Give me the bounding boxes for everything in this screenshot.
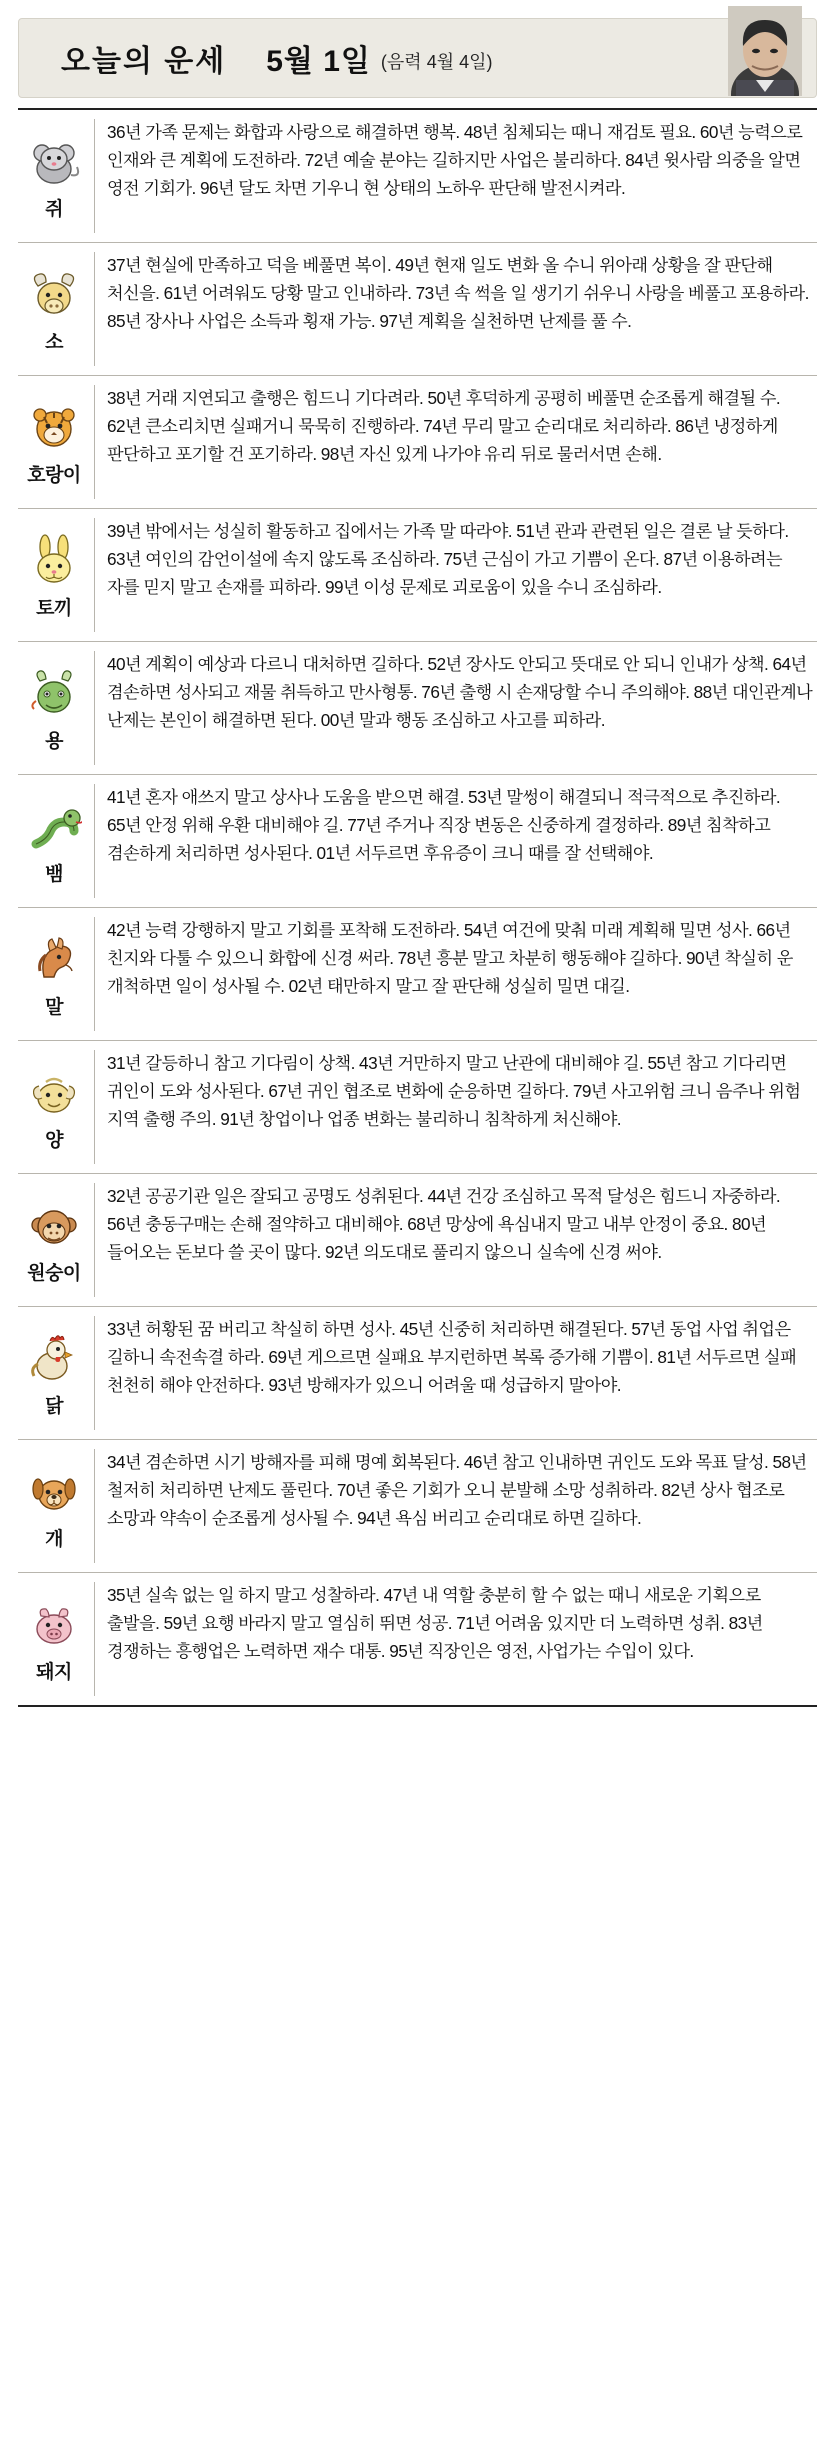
horse-icon (26, 931, 82, 987)
zodiac-sign-cell (18, 1314, 90, 1432)
fortune-text: 36년 가족 문제는 화합과 사랑으로 해결하면 행복. 48년 침체되는 때니 재검토 필요. 60년 능력으로 인재와 큰 계획에 도전하라. 72년 예술 분야는 길하지만 사업은 불리하다. 84년 윗사람 의중을 알면 영전 기회가. 96년 달도 차면 기우니 현 상태의 노하우 판단해 발전시켜라. (107, 122, 803, 198)
row-divider (94, 119, 95, 233)
dragon-icon (26, 665, 82, 721)
zodiac-sign-cell (18, 383, 90, 501)
table-row (18, 642, 817, 775)
table-row (18, 243, 817, 376)
zodiac-sign-cell (18, 782, 90, 900)
row-divider (94, 1582, 95, 1696)
row-divider (94, 784, 95, 898)
fortune-text: 42년 능력 강행하지 말고 기회를 포착해 도전하라. 54년 여건에 맞춰 미래 계획해 밀면 성사. 66년 친지와 다툴 수 있으니 화합에 신경 써라. 78년 흥분 말고 차분히 행동해야 길하다. 90년 착실히 운 개척하면 일이 성사될 수. 02년 태만하지 말고 잘 판단해 성실히 밀면 대길. (107, 920, 793, 996)
page-title: 오늘의 운세 (61, 45, 227, 78)
page-header (18, 18, 817, 98)
zodiac-table (18, 108, 817, 1707)
row-divider (94, 917, 95, 1031)
rooster-icon (26, 1330, 82, 1386)
row-divider (94, 1183, 95, 1297)
table-row (18, 1307, 817, 1440)
fortune-text: 41년 혼자 애쓰지 말고 상사나 도움을 받으면 해결. 53년 말썽이 해결되니 적극적으로 추진하라. 65년 안정 위해 우환 대비해야 길. 77년 주거나 직장 변동은 신중하게 결정하라. 89년 침착하고 겸손하게 처리하면 성사된다. 01년 서두르면 후유증이 크니 때를 잘 선택해야. (107, 787, 781, 863)
rabbit-icon (26, 532, 82, 588)
zodiac-sign-label: 뱀 (45, 864, 63, 885)
fortune-text: 38년 거래 지연되고 출행은 힘드니 기다려라. 50년 후덕하게 공평히 베풀면 순조롭게 해결될 수. 62년 큰소리치면 실패거니 묵묵히 진행하라. 74년 무리 말고 순리대로 처리하라. 86년 냉정하게 판단하고 포기할 건 포기하라. 98년 자신 있게 나가야 유리 뒤로 물러서면 손해. (107, 388, 781, 464)
zodiac-sign-cell (18, 516, 90, 634)
table-row (18, 908, 817, 1041)
zodiac-sign-label: 원숭이 (27, 1263, 81, 1284)
fortune-text: 37년 현실에 만족하고 덕을 베풀면 복이. 49년 현재 일도 변화 올 수니 위아래 상황을 잘 판단해 처신을. 61년 어려워도 당황 말고 인내하라. 73년 속 썩을 일 생기기 쉬우니 사랑을 베풀고 포용하라. 85년 장사나 사업은 소득과 횡재 가능. 97년 계획을 실천하면 난제를 풀 수. (107, 255, 809, 331)
fortune-text: 40년 계획이 예상과 다르니 대처하면 길하다. 52년 장사도 안되고 뜻대로 안 되니 인내가 상책. 64년 겸손하면 성사되고 재물 취득하고 만사형통. 76년 출행 시 손재당할 수니 주의해야. 88년 대인관계나 난제는 본인이 해결하면 된다. 00년 말과 행동 조심하고 사고를 피하라. (107, 654, 813, 730)
zodiac-sign-cell (18, 915, 90, 1033)
row-divider (94, 252, 95, 366)
rat-icon (26, 133, 82, 189)
fortune-text: 31년 갈등하니 참고 기다림이 상책. 43년 거만하지 말고 난관에 대비해야 길. 55년 참고 기다리면 귀인이 도와 성사된다. 67년 귀인 협조로 변화에 순응하면 길하다. 79년 사고위험 크니 음주나 위험 지역 출행 주의. 91년 창업이나 업종 변화는 불리하니 침착하게 처신해야. (107, 1053, 801, 1129)
table-row (18, 1573, 817, 1707)
table-row (18, 1174, 817, 1307)
fortune-text: 39년 밖에서는 성실히 활동하고 집에서는 가족 말 따라야. 51년 관과 관련된 일은 결론 날 듯하다. 63년 여인의 감언이설에 속지 않도록 조심하라. 75년 근심이 가고 기쁨이 온다. 87년 이용하려는 자를 믿지 말고 손재를 피하라. 99년 이성 문제로 괴로움이 있을 수니 조심하라. (107, 521, 789, 597)
zodiac-sign-cell (18, 649, 90, 767)
fortune-page (0, 18, 835, 2463)
header-date: 5월 1일 (266, 45, 371, 78)
zodiac-sign-label: 개 (45, 1529, 63, 1550)
zodiac-sign-label: 닭 (45, 1396, 63, 1417)
row-divider (94, 1316, 95, 1430)
table-row (18, 1041, 817, 1174)
row-divider (94, 518, 95, 632)
ox-icon (26, 266, 82, 322)
header-lunar-date: (음력 4월 4일) (380, 52, 493, 72)
portrait-photo (728, 6, 802, 96)
zodiac-sign-label: 양 (45, 1130, 63, 1151)
zodiac-sign-cell (18, 250, 90, 368)
zodiac-sign-cell (18, 1181, 90, 1299)
fortune-text: 35년 실속 없는 일 하지 말고 성찰하라. 47년 내 역할 충분히 할 수 없는 때니 새로운 기획으로 출발을. 59년 요행 바라지 말고 열심히 뛰면 성공. 71년 어려움 있지만 더 노력하면 성취. 83년 경쟁하는 흥행업은 노력하면 재수 대통. 95년 직장인은 영전, 사업가는 수입이 있다. (107, 1585, 763, 1661)
zodiac-sign-label: 말 (45, 997, 63, 1018)
zodiac-sign-cell (18, 1048, 90, 1166)
table-row (18, 110, 817, 243)
fortune-text: 34년 겸손하면 시기 방해자를 피해 명예 회복된다. 46년 참고 인내하면 귀인도 도와 목표 달성. 58년 철저히 처리하면 난제도 풀린다. 70년 좋은 기회가 오니 분발해 소망 성취하라. 82년 상사 협조로 소망과 약속이 순조롭게 성사될 수. 94년 욕심 버리고 순리대로 하면 길하다. (107, 1452, 807, 1528)
tiger-icon (26, 399, 82, 455)
zodiac-sign-label: 용 (45, 731, 63, 752)
fortune-text: 33년 허황된 꿈 버리고 착실히 하면 성사. 45년 신중히 처리하면 해결된다. 57년 동업 사업 취업은 길하니 속전속결 하라. 69년 게으르면 실패요 부지런하면 복록 증가해 기쁨이. 81년 서두르면 실패 천천히 해야 안전하다. 93년 방해자가 있으니 어려울 때 성급하지 말아야. (107, 1319, 797, 1395)
dog-icon (26, 1463, 82, 1519)
table-row (18, 509, 817, 642)
zodiac-sign-label: 호랑이 (27, 465, 81, 486)
zodiac-sign-label: 돼지 (36, 1662, 72, 1683)
zodiac-sign-cell (18, 1580, 90, 1698)
pig-icon (26, 1596, 82, 1652)
zodiac-sign-label: 쥐 (45, 199, 63, 220)
sheep-icon (26, 1064, 82, 1120)
zodiac-sign-cell (18, 1447, 90, 1565)
row-divider (94, 385, 95, 499)
table-row (18, 376, 817, 509)
table-row (18, 1440, 817, 1573)
zodiac-sign-label: 소 (45, 332, 63, 353)
row-divider (94, 1449, 95, 1563)
zodiac-sign-label: 토끼 (36, 598, 72, 619)
monkey-icon (26, 1197, 82, 1253)
row-divider (94, 1050, 95, 1164)
snake-icon (26, 798, 82, 854)
table-row (18, 775, 817, 908)
zodiac-sign-cell (18, 117, 90, 235)
fortune-text: 32년 공공기관 일은 잘되고 공명도 성취된다. 44년 건강 조심하고 목적 달성은 힘드니 자중하라. 56년 충동구매는 손해 절약하고 대비해야. 68년 망상에 욕심내지 말고 내부 안정이 중요. 80년 들어오는 돈보다 쓸 곳이 많다. 92년 의도대로 풀리지 않으니 실속에 신경 써야. (107, 1186, 781, 1262)
row-divider (94, 651, 95, 765)
